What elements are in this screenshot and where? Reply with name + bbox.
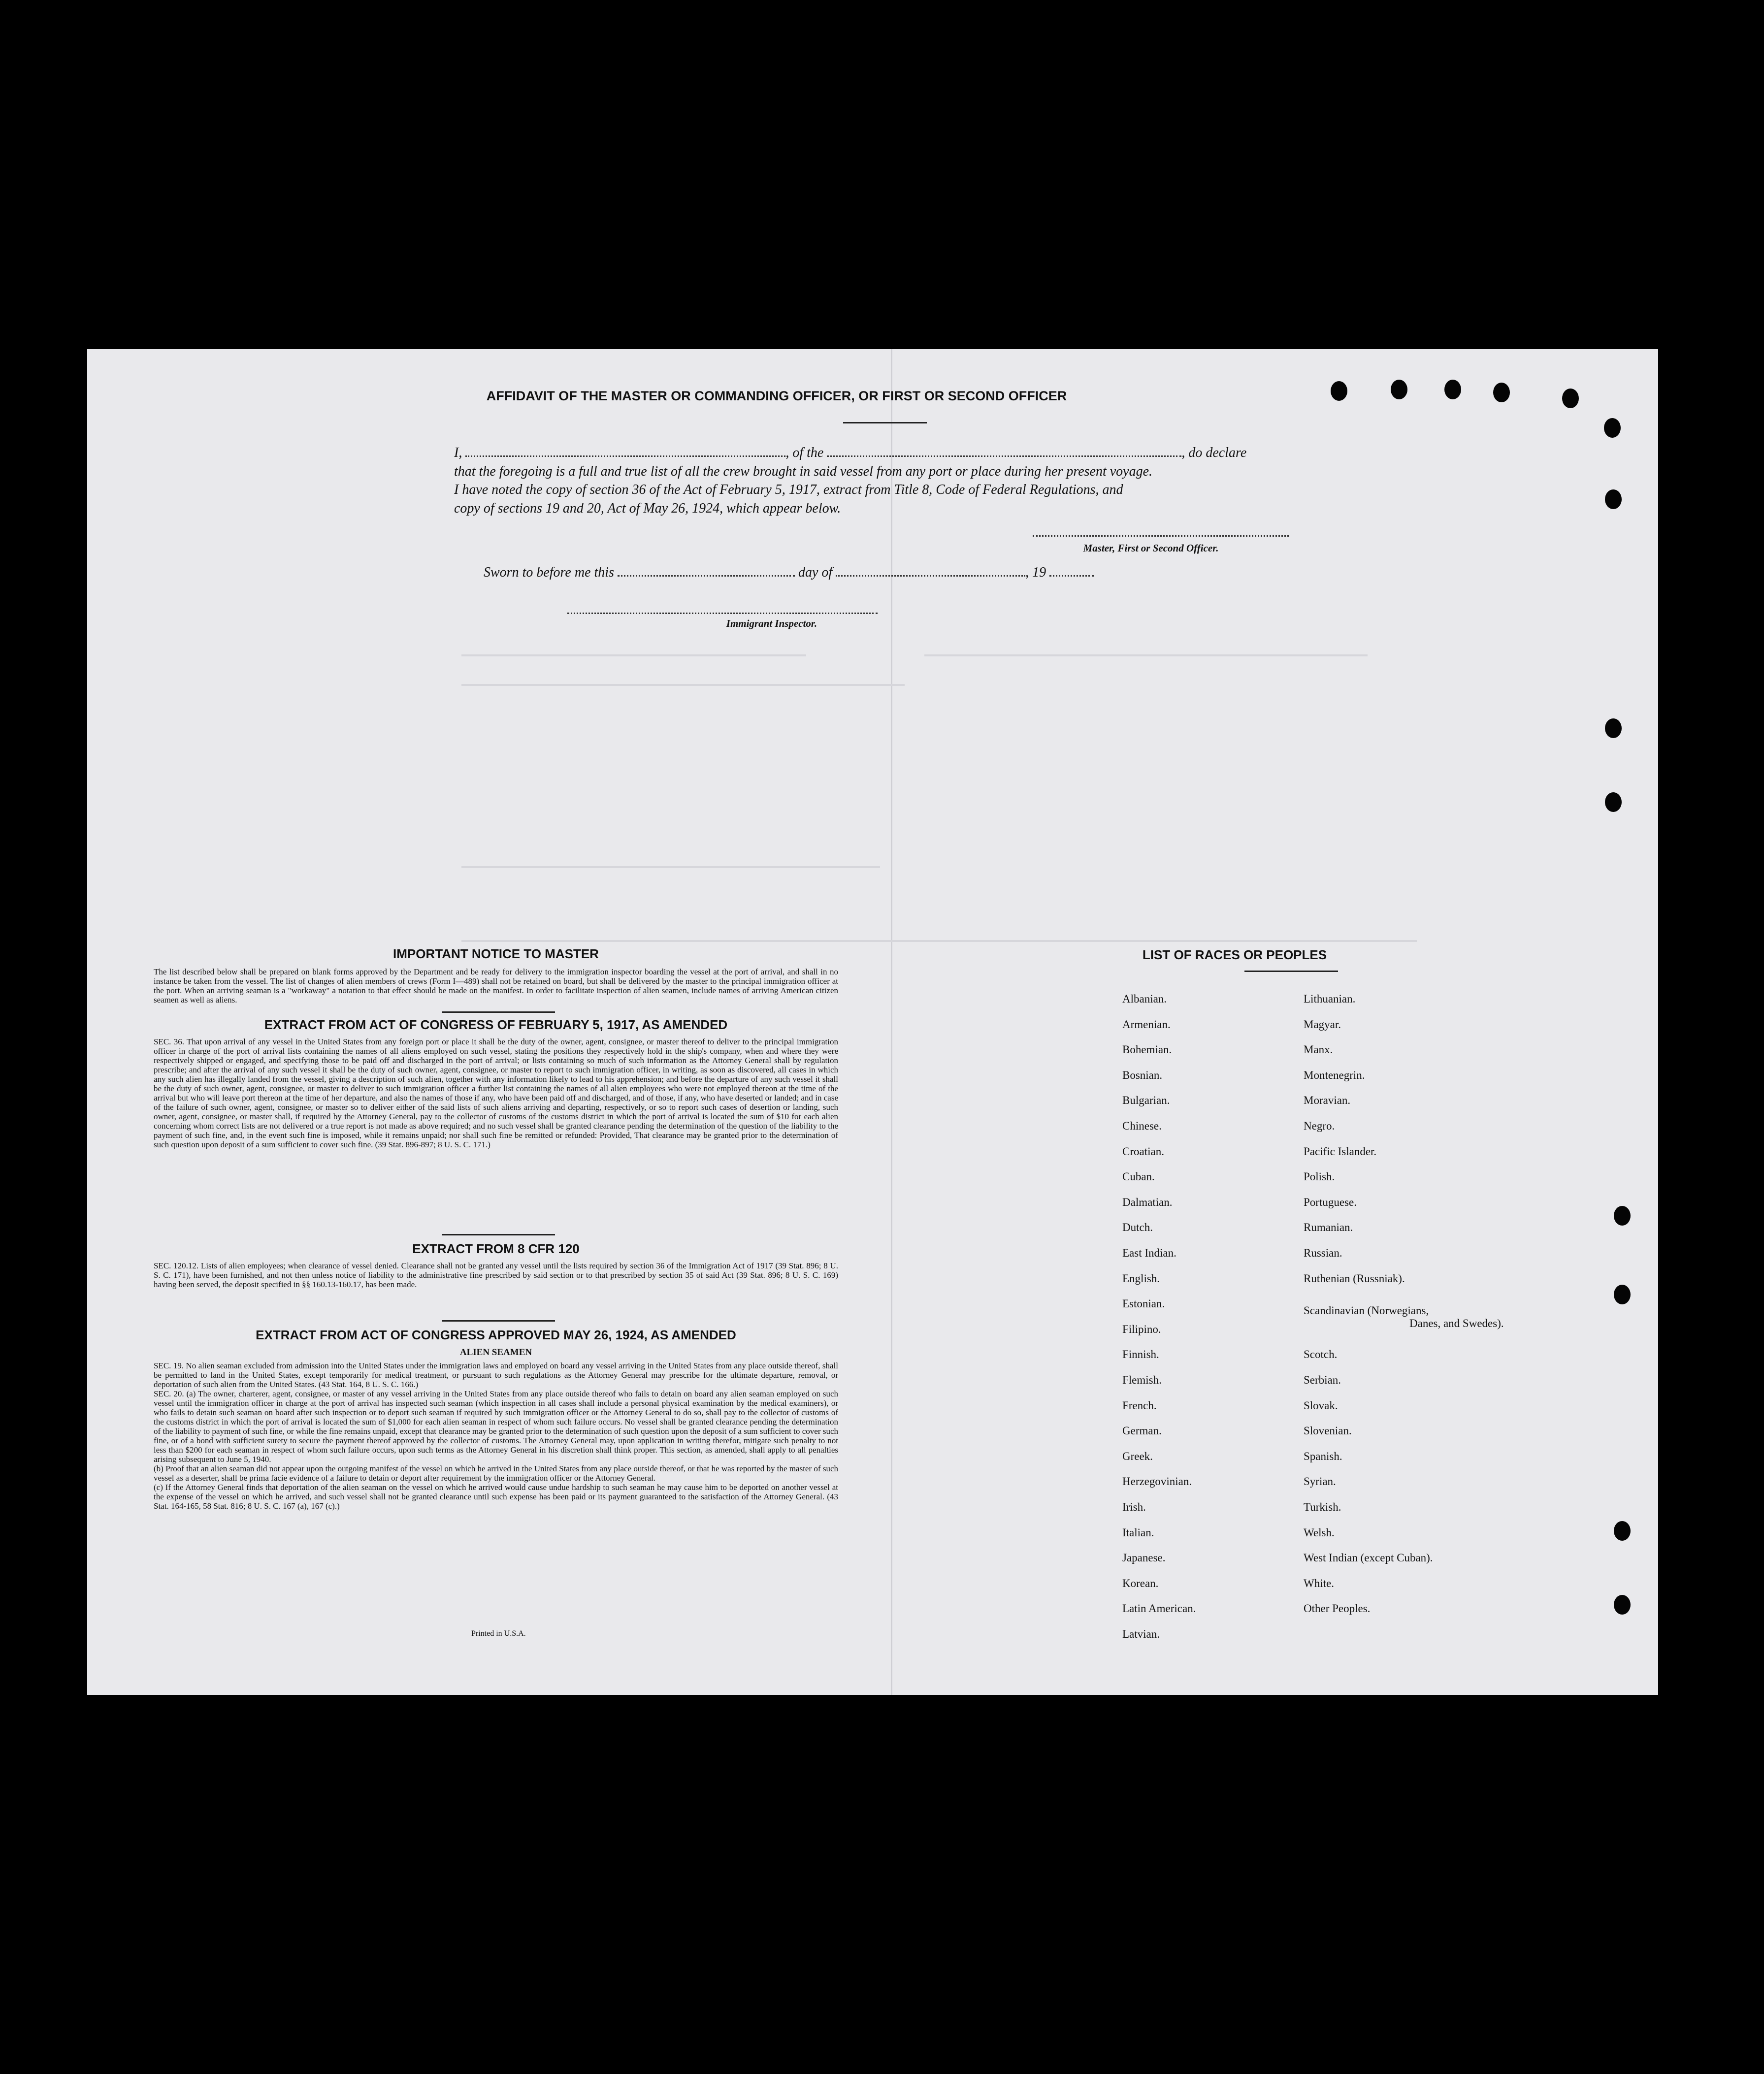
declaration-mid: , of the (785, 445, 824, 460)
race-item: Japanese. (1122, 1552, 1166, 1564)
race-item: Dalmatian. (1122, 1196, 1173, 1208)
punch-hole (1605, 718, 1622, 738)
race-item: West Indian (except Cuban). (1304, 1552, 1433, 1564)
printed-in-usa: Printed in U.S.A. (471, 1629, 526, 1638)
declaration-suffix: , do declare (1181, 445, 1247, 460)
vessel-blank (827, 454, 1181, 457)
alien-seamen-subheading: ALIEN SEAMEN (459, 1347, 532, 1358)
race-item: Ruthenian (Russniak). (1304, 1272, 1405, 1285)
race-item: Bosnian. (1122, 1069, 1163, 1081)
punch-hole (1614, 1285, 1631, 1304)
race-item: Rumanian. (1304, 1221, 1353, 1233)
punch-hole (1614, 1521, 1631, 1541)
race-item: Finnish. (1122, 1348, 1159, 1361)
race-item: Armenian. (1122, 1018, 1171, 1031)
race-item: Pacific Islander. (1304, 1145, 1377, 1158)
punch-hole (1391, 380, 1407, 399)
race-item: Montenegrin. (1304, 1069, 1365, 1081)
race-item: Polish. (1304, 1170, 1335, 1183)
bleed-mark (924, 654, 1368, 656)
race-item: Dutch. (1122, 1221, 1153, 1233)
race-item: Spanish. (1304, 1450, 1342, 1462)
race-item: Serbian. (1304, 1374, 1341, 1386)
sworn-prefix: Sworn to before me this (484, 565, 614, 580)
race-item: Korean. (1122, 1577, 1159, 1589)
race-item: Welsh. (1304, 1526, 1335, 1539)
punch-hole (1605, 489, 1622, 509)
punch-hole (1444, 380, 1461, 399)
section-19-text: SEC. 19. No alien seaman excluded from admission into the United States under the immigration laws and employed on board any vessel arriving in the United States from any place outside thereof, shall be permitted to land in the United States, except temporarily for medical treatment, or pursuant to such regulations as the Attorney General may prescribe for the ultimate departure, removal, or deportation of such alien from the United States. (43 Stat. 164, 8 U. S. C. 166.) (154, 1361, 838, 1389)
punch-hole (1562, 389, 1579, 408)
race-item: Magyar. (1304, 1018, 1341, 1031)
extract-1924-body (154, 1361, 838, 1511)
race-item: Greek. (1122, 1450, 1153, 1462)
race-item: French. (1122, 1399, 1157, 1412)
punch-hole (1331, 381, 1347, 401)
race-item: Flemish. (1122, 1374, 1162, 1386)
sworn-year-label: , 19 (1025, 565, 1046, 580)
race-item: German. (1122, 1425, 1162, 1437)
races-heading: LIST OF RACES OR PEOPLES (1142, 947, 1327, 962)
name-blank (465, 454, 785, 457)
affidavit-line-4: copy of sections 19 and 20, Act of May 26, 1924, which appear below. (454, 501, 841, 516)
bleed-mark (461, 654, 806, 656)
race-item: Russian. (1304, 1247, 1342, 1259)
race-item: Albanian. (1122, 993, 1167, 1005)
affidavit-heading: AFFIDAVIT OF THE MASTER OR COMMANDING OFFICER, OR FIRST OR SECOND OFFICER (486, 389, 1067, 403)
heading-rule (843, 422, 927, 423)
race-item: Turkish. (1304, 1501, 1341, 1513)
affidavit-declaration-line (454, 445, 1414, 461)
bleed-mark (461, 684, 905, 686)
punch-hole (1605, 792, 1622, 812)
section-rule (442, 1320, 555, 1322)
sworn-date-blank (618, 574, 795, 577)
race-item-continuation: Danes, and Swedes). (1409, 1317, 1504, 1329)
affidavit-line-2: that the foregoing is a full and true list of all the crew brought in said vessel from any port or place during her present voyage. (454, 464, 1153, 479)
sworn-year-blank (1049, 574, 1094, 577)
race-item: Irish. (1122, 1501, 1146, 1513)
race-item: Chinese. (1122, 1120, 1162, 1132)
race-item: White. (1304, 1577, 1334, 1589)
punch-hole (1614, 1595, 1631, 1615)
sworn-line (484, 565, 1222, 581)
section-20a-text: SEC. 20. (a) The owner, charterer, agent, consignee, or master of any vessel arriving in the United States from any place outside thereof who fails to detain on board any alien seaman employed on such vessel until the immigration officer in charge at the port of arrival has inspected such seaman (which inspection in all cases shall include a personal physical examination by the medical examiners), or who fails to detain such seaman on board after such inspection or to deport such seaman if required by such immigration officer or the Attorney General to do so, shall pay to the collector of customs of the customs district in which the port of arrival is located the sum of $1,000 for each alien seaman in respect of whom such failure occurs. No vessel shall be granted clearance pending the determination of the liability to payment of such fine, or while the fine remains unpaid, except that clearance may be granted prior to the determination of such question upon the deposit of a sum sufficient to cover such fine, or of a bond with sufficient surety to secure the payment thereof approved by the collector of customs. The Attorney General may, upon application in writing therefor, mitigate such penalty to not less than $200 for each seaman in respect of whom such failure occurs, upon such terms as the Attorney General in his discretion shall think proper. This section, as amended, shall apply to all penalties arising subsequent to June 5, 1940. (154, 1389, 838, 1464)
race-item: Slovak. (1304, 1399, 1338, 1412)
bleed-mark (461, 940, 929, 942)
races-heading-rule (1244, 971, 1338, 972)
race-item: Filipino. (1122, 1323, 1161, 1335)
master-signature-line (1033, 535, 1289, 537)
race-item: Other Peoples. (1304, 1602, 1371, 1615)
punch-hole (1614, 1206, 1631, 1226)
section-rule (442, 1011, 555, 1013)
punch-hole (1493, 383, 1510, 402)
extract-cfr-text: SEC. 120.12. Lists of alien employees; when clearance of vessel denied. Clearance shall not be granted any vessel until the lists required by section 36 of the Immigration Act of 1917 (39 Stat. 896; 8 U. S. C. 171), have been furnished, and not then unless notice of liability to the administrative fine prescribed by said section or to that prescribed by section 35 of said Act (39 Stat. 896; 8 U. S. C. 169) having been served, the deposit specified in §§ 160.13-160.17, has been made. (154, 1261, 838, 1289)
race-item: Italian. (1122, 1526, 1154, 1539)
race-item: Negro. (1304, 1120, 1335, 1132)
extract-1924-heading: EXTRACT FROM ACT OF CONGRESS APPROVED MAY 26, 1924, AS AMENDED (256, 1328, 736, 1342)
section-20b-text: (b) Proof that an alien seaman did not appear upon the outgoing manifest of the vessel on which he arrived in the United States from any place outside thereof, or that he was reported by the master of such vessel as a deserter, shall be prima facie evidence of a failure to detain or deport after requirement by the immigration officer or the Attorney General. (154, 1464, 838, 1483)
extract-1917-text: SEC. 36. That upon arrival of any vessel in the United States from any foreign port or place it shall be the duty of the owner, agent, consignee, or master thereof to deliver to the principal immigration officer in charge of the port of arrival lists containing the names of all aliens employed on such vessel, stating the positions they respectively hold in the ship's company, when and where they were respectively shipped or engaged, and specifying those to be paid off and discharged in the port of arrival; or lists containing so much of such information as the Attorney General shall by regulation prescribe; and after the arrival of any such vessel it shall be the duty of such owner, agent, consignee, or master to report to such immigration officer, in writing, as soon as discovered, all cases in which any such alien has illegally landed from the vessel, giving a description of such alien, together with any information likely to lead to his apprehension; and before the departure of any such vessel it shall be the duty of such owner, agent, consignee, or master to deliver to such immigration officer a further list containing the names of all alien employees who were not employed thereon at the time of the arrival but who will leave port thereon at the time of her departure, and also the names of those if any, who have been paid off and discharged, and of those, if any, who have deserted or landed; and in case of the failure of such owner, agent, consignee, or master so to deliver either of the said lists of such aliens arriving and departing, respectively, or so to report such cases of desertion or landing, such owner, agent, consignee, or master shall, if required by the Attorney General, pay to the collector of customs of the customs district in which the port of arrival is located the sum of $10 for each alien concerning whom correct lists are not delivered or a true report is not made as above required; and no such vessel shall be granted clearance pending the determination of the question of the liability to the payment of such fine, and, in the event such fine is imposed, while it remains unpaid; nor shall such fine be remitted or refunded: Provided, That clearance may be granted prior to the determination of such question upon deposit of a sum sufficient to cover such fine. (39 Stat. 896-897; 8 U. S. C. 171.) (154, 1037, 838, 1149)
race-item: Lithuanian. (1304, 993, 1356, 1005)
extract-1917-heading: EXTRACT FROM ACT OF CONGRESS OF FEBRUARY 5, 1917, AS AMENDED (264, 1017, 728, 1032)
bleed-mark (461, 866, 880, 868)
affidavit-line-3: I have noted the copy of section 36 of the Act of February 5, 1917, extract from Title 8, Code of Federal Regulations, and (454, 482, 1123, 497)
sworn-day-label: day of (798, 565, 833, 580)
document-sheet (87, 349, 1658, 1695)
race-item: Portuguese. (1304, 1196, 1357, 1208)
punch-hole (1604, 418, 1621, 438)
race-item: Bohemian. (1122, 1043, 1172, 1056)
race-item: Cuban. (1122, 1170, 1155, 1183)
inspector-signature-label: Immigrant Inspector. (726, 617, 817, 629)
declaration-prefix: I, (454, 445, 462, 460)
race-item: Scotch. (1304, 1348, 1338, 1361)
race-item: Manx. (1304, 1043, 1333, 1056)
inspector-signature-line (567, 613, 878, 614)
race-item: Estonian. (1122, 1297, 1165, 1310)
race-item: East Indian. (1122, 1247, 1176, 1259)
race-item: Latin American. (1122, 1602, 1196, 1615)
bleed-mark (924, 940, 1417, 942)
notice-text: The list described below shall be prepared on blank forms approved by the Department and be ready for delivery to the immigration inspector boarding the vessel at the port of arrival, and shall in no instance be taken from the vessel. The list of changes of alien members of crews (Form I—489) shall not be retained on board, but shall be delivered by the master to the principal immigration officer at the port. When an arriving seaman is a "workaway" a notation to that effect should be made on the manifest. In order to facilitate inspection of alien seamen, include names of arriving American citizen seamen as well as aliens. (154, 967, 838, 1005)
master-signature-label: Master, First or Second Officer. (1083, 542, 1219, 554)
race-item: Latvian. (1122, 1628, 1160, 1640)
race-item: Slovenian. (1304, 1425, 1352, 1437)
race-item: Moravian. (1304, 1094, 1351, 1106)
race-item: Bulgarian. (1122, 1094, 1170, 1106)
race-item: Scandinavian (Norwegians, (1304, 1304, 1429, 1317)
page-fold (891, 349, 892, 1695)
race-item: Herzegovinian. (1122, 1475, 1192, 1488)
notice-heading: IMPORTANT NOTICE TO MASTER (393, 946, 599, 961)
sworn-month-blank (836, 574, 1025, 577)
section-rule (442, 1234, 555, 1235)
race-item: English. (1122, 1272, 1160, 1285)
extract-cfr-heading: EXTRACT FROM 8 CFR 120 (412, 1241, 580, 1256)
race-item: Croatian. (1122, 1145, 1164, 1158)
race-item: Syrian. (1304, 1475, 1336, 1488)
section-20c-text: (c) If the Attorney General finds that deportation of the alien seaman on the vessel on which he arrived would cause undue hardship to such seaman he may cause him to be deported on another vessel at the expense of the vessel on which he arrived, and such vessel shall not be granted clearance until such expense has been paid or its payment guaranteed to the satisfaction of the Attorney General. (43 Stat. 164-165, 58 Stat. 816; 8 U. S. C. 167 (a), 167 (c).) (154, 1483, 838, 1511)
